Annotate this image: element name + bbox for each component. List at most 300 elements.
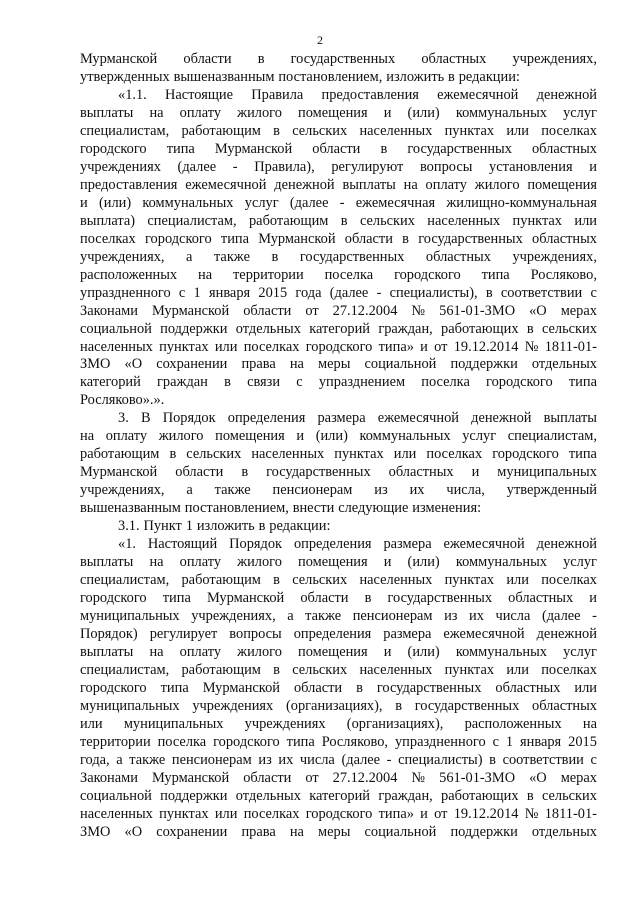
word: (организациях), [346,715,444,732]
word: поселках [243,805,300,822]
word: в [273,122,280,139]
word: выплаты [80,104,134,121]
word: специалисты) [398,751,483,768]
word: соответствии [500,284,583,301]
word: городского [145,230,212,247]
word: числа, [446,482,485,499]
word: услуг [563,104,597,121]
word: специалистам, [80,661,170,678]
word: от [434,805,448,822]
word: категорий [309,787,371,804]
word: областных [532,230,597,247]
word: работающих [441,787,519,804]
word: 27.12.2004 [332,769,398,786]
word: изменения: [412,500,482,517]
word: с [296,374,303,391]
word: (далее [341,751,381,768]
word: вышеназванным [173,68,275,85]
word: или [574,212,597,229]
word: на [149,554,164,571]
word: сельских [541,320,597,337]
word: населенных [427,212,501,229]
word: поселках [426,446,483,463]
word: граждан, [378,787,433,804]
word: изложить [386,68,445,85]
text-line [80,231,597,249]
word: государственных [266,464,371,481]
text-line [80,195,597,213]
word: отдельных [235,320,301,337]
word: учреждениях [80,158,161,175]
text-line [80,680,597,698]
word: (или) [407,104,440,121]
word: пенсионерам [352,608,433,625]
word: (организациях), [285,697,383,714]
word: поддержки [160,787,228,804]
text-line [80,428,597,446]
word: помещения [527,176,597,193]
text-line [80,123,597,141]
word: расположенных [80,266,178,283]
text-line [80,446,597,464]
word: поселках [541,122,597,139]
word: постановлением, [278,68,383,85]
word: сельских [292,122,348,139]
word: социальной [80,787,152,804]
word: городского [486,374,553,391]
word: в [257,51,265,67]
word: 561-01-ЗМО [439,302,516,319]
word: вопросы [419,158,473,175]
word: государственных [290,51,396,67]
word: пенсионерам [171,751,252,768]
word: их [278,751,294,768]
word: социальной [80,320,152,337]
word: внести [292,500,335,517]
text-line [80,87,597,105]
word: учреждениях, [80,482,165,499]
word: от [305,302,319,319]
word: областных [532,697,597,714]
word: или [214,338,238,355]
word: или [80,715,103,732]
word: постановлением, [184,500,289,517]
word: в [402,230,409,247]
word: (или) [407,554,440,571]
word: жилого [237,554,282,571]
word: - [592,608,597,625]
word: поселка [421,374,470,391]
word: населенных [251,446,325,463]
word: также [129,751,166,768]
word: отдельных [531,356,597,373]
word: с [590,284,597,301]
word: услуг [563,554,597,571]
text-line [80,644,597,662]
word: Мурманской [80,51,158,67]
document-body [80,51,597,842]
word: (или) [407,643,440,660]
word: права [241,823,276,840]
word: сельских [541,787,597,804]
word: года, [80,751,110,768]
word: или [506,122,529,139]
word: типа» [378,338,414,355]
word: от [305,769,319,786]
word: связи [247,374,281,391]
word: (далее [541,608,581,625]
word: поселках [243,338,300,355]
word: в [489,751,496,768]
word: в [169,446,177,463]
word: оплату [105,428,148,445]
word: ЗМО [80,823,111,840]
word: Настоящие [165,86,233,103]
word: населенных [80,805,153,822]
word: помещения [298,554,368,571]
word: числа [299,751,335,768]
word: мерах [560,769,597,786]
word: в [224,374,231,391]
word: учреждениях, [80,248,165,265]
word: городского [80,140,147,157]
text-line [80,51,597,69]
word: «1. [118,536,136,553]
word: специалистам, [80,572,170,589]
word: размера [317,410,366,427]
word: области [175,464,224,481]
word: Росляково, [321,733,389,750]
word: - [232,158,238,175]
word: в [258,518,266,535]
word: коммунальных [455,104,547,121]
word: с [178,284,186,301]
word: ЗМО [80,356,111,373]
word: муниципальных [80,608,180,625]
word: государственных [418,230,523,247]
word: жилищно-коммунальная [446,194,597,211]
word: ежемесячная [355,194,436,211]
word: городского [305,338,373,355]
word: коммунальных [359,428,451,445]
word: поселках [541,572,597,589]
word: областных [508,590,574,607]
word: в [273,661,280,678]
word: 19.12.2014 [453,338,519,355]
word: (или) [98,194,132,211]
word: Законами [80,769,138,786]
text-line [80,69,597,87]
word: выплаты [342,176,396,193]
word: года [295,284,322,301]
text-line [80,392,597,410]
word: работающих [441,320,519,337]
word: области [243,769,292,786]
word: их [469,608,484,625]
text-line [80,500,597,518]
word: области [312,140,361,157]
word: следующие [338,500,409,517]
word: мерах [560,302,597,319]
word: или [506,572,529,589]
word: сельских [292,661,348,678]
word: размера [383,536,432,553]
word: установления [489,158,573,175]
text-line [80,464,597,482]
text-line [80,770,597,788]
text-line [80,734,597,752]
word: граждан, [378,320,433,337]
word: типа [166,140,195,157]
word: областных [531,140,597,157]
word: государственных [387,590,493,607]
word: 3. [118,410,129,427]
word: работающим [80,446,160,463]
text-line [80,159,597,177]
word: учреждениях, [512,248,597,265]
text-line [80,572,597,590]
word: населенных [359,572,433,589]
word: типа» [378,805,414,822]
word: специалистам, [507,428,597,445]
word: 1811-01- [544,338,597,355]
word: категорий [80,374,141,391]
text-line [80,356,597,374]
word: права [241,356,276,373]
word: от [434,338,448,355]
word: Настоящий [147,536,218,553]
text-line [80,339,597,357]
word: № [411,769,426,786]
word: граждан [157,374,208,391]
word: жилого [158,428,204,445]
word: Мурманской [214,140,293,157]
word: услуг [462,428,497,445]
text-line [80,267,597,285]
text-line [80,752,597,770]
word: также [305,608,342,625]
word: городского [305,805,373,822]
word: в [380,140,388,157]
text-line [80,788,597,806]
text-line [80,824,597,842]
word: 1 [505,733,514,750]
text-line [80,285,597,303]
word: и [383,104,392,121]
word: денежной [274,176,335,193]
word: сельских [359,212,415,229]
word: Правила [251,86,304,103]
word: «О [529,302,547,319]
word: утвержденных [80,68,170,85]
word: коммунальных [455,554,547,571]
word: из [444,608,458,625]
word: муниципальных [80,697,180,714]
word: вопросы [229,626,282,642]
word: услуг [244,194,279,211]
word: а [186,248,193,265]
word: выплаты [80,643,134,660]
word: «О [529,769,547,786]
word: числа [495,608,531,625]
word: 561-01-ЗМО [439,769,516,786]
word: меры [318,356,351,373]
word: ежемесячной [443,536,525,553]
word: упраздненного [394,733,486,750]
word: на [403,176,418,193]
word: на [582,715,597,732]
word: пенсионерам [272,482,353,499]
word: оплату [179,554,222,571]
word: городского [492,446,559,463]
word: «О [124,356,143,373]
word: расположенных [464,715,562,732]
word: поддержки [160,320,228,337]
text-line [80,536,597,554]
word: ежемесячной [185,176,267,193]
word: коммунальных [455,643,547,660]
word: сохранении [156,356,228,373]
text-line [80,303,597,321]
word: областных [495,679,561,696]
word: на [80,428,95,445]
word: Мурманской [80,464,158,481]
word: учреждениях, [512,51,597,67]
word: пунктах [444,122,495,139]
word: 2015 [258,284,288,301]
word: размера [383,626,432,642]
text-line [80,590,597,608]
word: 1811-01- [544,805,597,822]
word: и [589,158,597,175]
word: на [149,104,164,121]
text-line [80,626,597,644]
word: государственных [407,140,512,157]
word: Мурманской [151,769,230,786]
word: определения [293,626,372,642]
word: или [214,805,238,822]
word: пунктах [159,338,209,355]
word: на [289,823,304,840]
word: области [344,230,393,247]
word: работающим [181,572,261,589]
word: оплату [425,176,467,193]
word: и [420,805,428,822]
word: в [448,68,455,85]
word: (далее [329,284,369,301]
word: Порядок [162,410,216,427]
word: Мурманской [258,230,336,247]
word: жилого [237,643,282,660]
word: и [296,428,305,445]
word: специалисты), [389,284,478,301]
word: типа [220,230,249,247]
word: на [198,266,213,283]
word: специалистам, [147,212,237,229]
word: с [590,751,597,768]
word: поддержки [450,823,518,840]
word: № [524,338,539,355]
word: поселка [324,266,374,283]
word: - [339,194,345,211]
word: Правила), [254,158,315,175]
word: коммунальных [142,194,234,211]
word: (далее [177,158,217,175]
word: В [140,410,151,427]
word: регулирует [149,626,218,642]
word: Мурманской [202,679,280,696]
word: государственных [299,248,405,265]
word: территории [80,733,151,750]
word: Росляково».». [80,392,165,409]
word: учреждениях [244,715,326,732]
word: области [293,679,343,696]
word: Законами [80,302,138,319]
word: 19.12.2014 [453,805,519,822]
word: (далее [289,194,329,211]
word: ежемесячной [443,626,525,642]
word: учреждениях [192,697,274,714]
word: социальной [364,823,437,840]
word: - [386,751,392,768]
word: отдельных [235,787,301,804]
word: ежемесячной [437,86,519,103]
text-line [80,249,597,267]
word: категорий [309,320,371,337]
word: в [395,697,403,714]
word: соответствии [502,751,584,768]
word: редакции: [269,518,331,535]
word: определения [293,536,372,553]
word: Порядок) [80,626,138,642]
word: или [393,446,417,463]
word: жилого [237,104,282,121]
word: и [420,338,428,355]
word: областных [388,464,454,481]
word: 3.1. [118,518,140,535]
word: выплата) [80,212,136,229]
text-line [80,716,597,734]
word: и [383,643,392,660]
text-line [80,482,597,500]
word: изложить [196,518,255,535]
word: также [213,248,250,265]
word: оплату [179,104,222,121]
word: пунктах [334,446,384,463]
word: редакции: [458,68,520,85]
word: отдельных [531,823,597,840]
word: типа [286,733,315,750]
word: поддержки [450,356,518,373]
word: а [116,751,123,768]
word: областных [421,51,487,67]
word: денежной [471,410,532,427]
word: пунктах [512,212,562,229]
word: городского [394,266,461,283]
text-line [80,321,597,339]
word: муниципальных [497,464,597,481]
text-line [80,608,597,626]
word: работающим [248,212,329,229]
word: на [289,356,304,373]
word: в [273,572,280,589]
word: денежной [536,86,597,103]
word: денежной [536,536,597,553]
word: в [526,787,534,804]
word: Росляково, [530,266,597,283]
word: пунктах [444,661,495,678]
word: пунктах [444,572,495,589]
